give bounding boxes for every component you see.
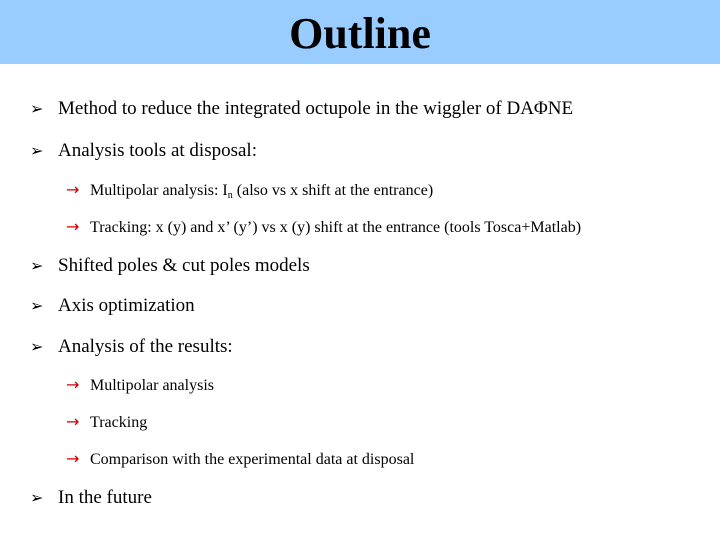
- sub-bullet-text: Multipolar analysis: I: [90, 182, 228, 199]
- page-title: Outline: [289, 9, 431, 58]
- bullet-item: [30, 295, 195, 317]
- right-arrow-icon: →: [66, 180, 80, 199]
- right-arrow-icon: →: [66, 375, 80, 394]
- arrowhead-bullet-icon: ➢: [30, 99, 44, 118]
- sub-bullet-item: [66, 448, 414, 471]
- sub-bullet-text: (also vs x shift at the entrance): [232, 182, 434, 199]
- bullet-item: [30, 98, 573, 120]
- sub-bullet-item: [66, 179, 433, 202]
- bullet-item: [30, 336, 233, 358]
- bullet-item: [30, 487, 152, 509]
- sub-bullet-text: Multipolar analysis: [90, 377, 214, 394]
- bullet-text: Analysis tools at disposal:: [58, 140, 257, 161]
- right-arrow-icon: →: [66, 449, 80, 468]
- bullet-item: [30, 140, 257, 162]
- subscript: n: [227, 190, 233, 201]
- bullet-text: Analysis of the results:: [58, 336, 233, 357]
- sub-bullet-item: [66, 374, 214, 397]
- bullet-text: Method to reduce the integrated octupole in the wiggler of DAΦNE: [58, 98, 574, 119]
- sub-bullet-text: Tracking: [90, 414, 148, 431]
- arrowhead-bullet-icon: ➢: [30, 337, 44, 356]
- bullet-item: [30, 255, 310, 277]
- bullet-text: Axis optimization: [58, 295, 195, 316]
- arrowhead-bullet-icon: ➢: [30, 488, 44, 507]
- right-arrow-icon: →: [66, 412, 80, 431]
- sub-bullet-text: Tracking: x (y) and x’ (y’) vs x (y) shift at the entrance (tools Tosca+Matlab): [90, 219, 582, 236]
- arrowhead-bullet-icon: ➢: [30, 296, 44, 315]
- sub-bullet-item: [66, 216, 581, 239]
- bullet-text: In the future: [58, 487, 152, 508]
- sub-bullet-text: Comparison with the experimental data at disposal: [90, 451, 415, 468]
- right-arrow-icon: →: [66, 217, 80, 236]
- sub-bullet-item: [66, 411, 147, 434]
- arrowhead-bullet-icon: ➢: [30, 141, 44, 160]
- arrowhead-bullet-icon: ➢: [30, 256, 44, 275]
- bullet-text: Shifted poles & cut poles models: [58, 255, 310, 276]
